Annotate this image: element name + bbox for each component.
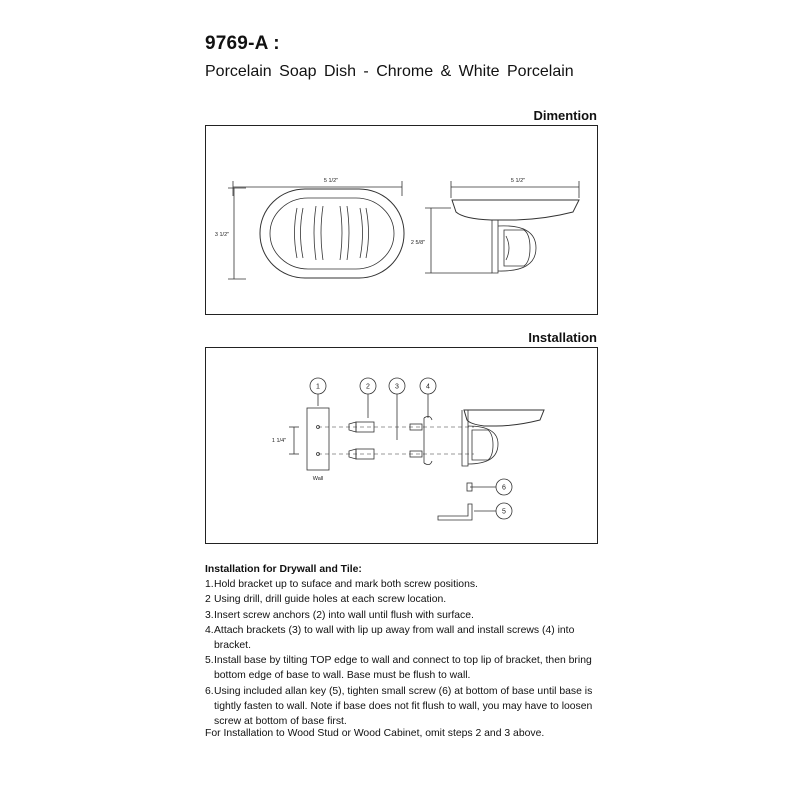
mounted-dish <box>464 410 544 426</box>
step-4 <box>205 623 605 653</box>
step-text: Using included allan key (5), tighten small screw (6) at bottom of base until base is tightly fasten to wall. Note if base does not fit flush to wall, you may have to loosen screw at bottom of base first. <box>214 685 593 728</box>
side-height-label: 2 5/8" <box>410 240 426 246</box>
callout-6-label: 6 <box>502 484 506 492</box>
step-6 <box>205 684 605 730</box>
anchor-bottom <box>356 449 374 459</box>
installation-panel <box>205 347 598 544</box>
instructions-heading: Installation for Drywall and Tile: <box>205 564 362 575</box>
step-text: Attach brackets (3) to wall with lip up away from wall and install screws (4) into bracket. <box>214 624 575 652</box>
model-number: 9769-A : <box>205 33 280 54</box>
spacing-label: 1 1/4" <box>271 438 287 444</box>
dimension-panel <box>205 125 598 315</box>
dish-front-outline <box>260 189 404 278</box>
callout-5-label: 5 <box>502 508 506 516</box>
dish-side-outline <box>452 200 579 220</box>
wood-stud-note: For Installation to Wood Stud or Wood Cabinet, omit steps 2 and 3 above. <box>205 728 545 739</box>
step-3 <box>205 608 605 623</box>
allen-key <box>438 504 472 520</box>
callout-2-label: 2 <box>366 383 370 391</box>
front-width-label: 5 1/2" <box>323 178 339 184</box>
callout-1-label: 1 <box>316 383 320 391</box>
callout-3-label: 3 <box>395 383 399 391</box>
step-number: 6. <box>205 685 214 697</box>
step-number: 4. <box>205 624 214 636</box>
step-text: Using drill, drill guide holes at each screw location. <box>214 594 447 606</box>
callout-4-label: 4 <box>426 383 430 391</box>
wall-plate <box>307 408 329 470</box>
step-number: 1. <box>205 579 214 591</box>
step-text: Install base by tilting TOP edge to wall and connect to top lip of bracket, then bring bottom edge of base to wall. Base must be flush to wall. <box>214 655 592 682</box>
step-5 <box>205 653 605 683</box>
step-2 <box>205 592 605 607</box>
dimension-drawing <box>206 126 599 316</box>
step-text: Hold bracket up to suface and mark both screw positions. <box>214 579 478 591</box>
product-subtitle: Porcelain Soap Dish - Chrome & White Porcelain <box>205 63 574 80</box>
step-number: 3. <box>205 609 214 621</box>
front-height-label: 3 1/2" <box>214 232 230 238</box>
anchor-top <box>356 422 374 432</box>
step-1 <box>205 577 605 592</box>
wall-label: Wall <box>312 476 324 482</box>
step-number: 5. <box>205 655 214 667</box>
installation-drawing <box>206 348 599 545</box>
side-width-label: 5 1/2" <box>510 178 526 184</box>
bracket <box>424 416 432 464</box>
step-text: Insert screw anchors (2) into wall until flush with surface. <box>214 609 474 621</box>
installation-instructions <box>205 562 605 729</box>
dimension-heading: Dimention <box>533 108 597 123</box>
step-number: 2 <box>205 594 211 606</box>
installation-heading: Installation <box>528 330 597 345</box>
